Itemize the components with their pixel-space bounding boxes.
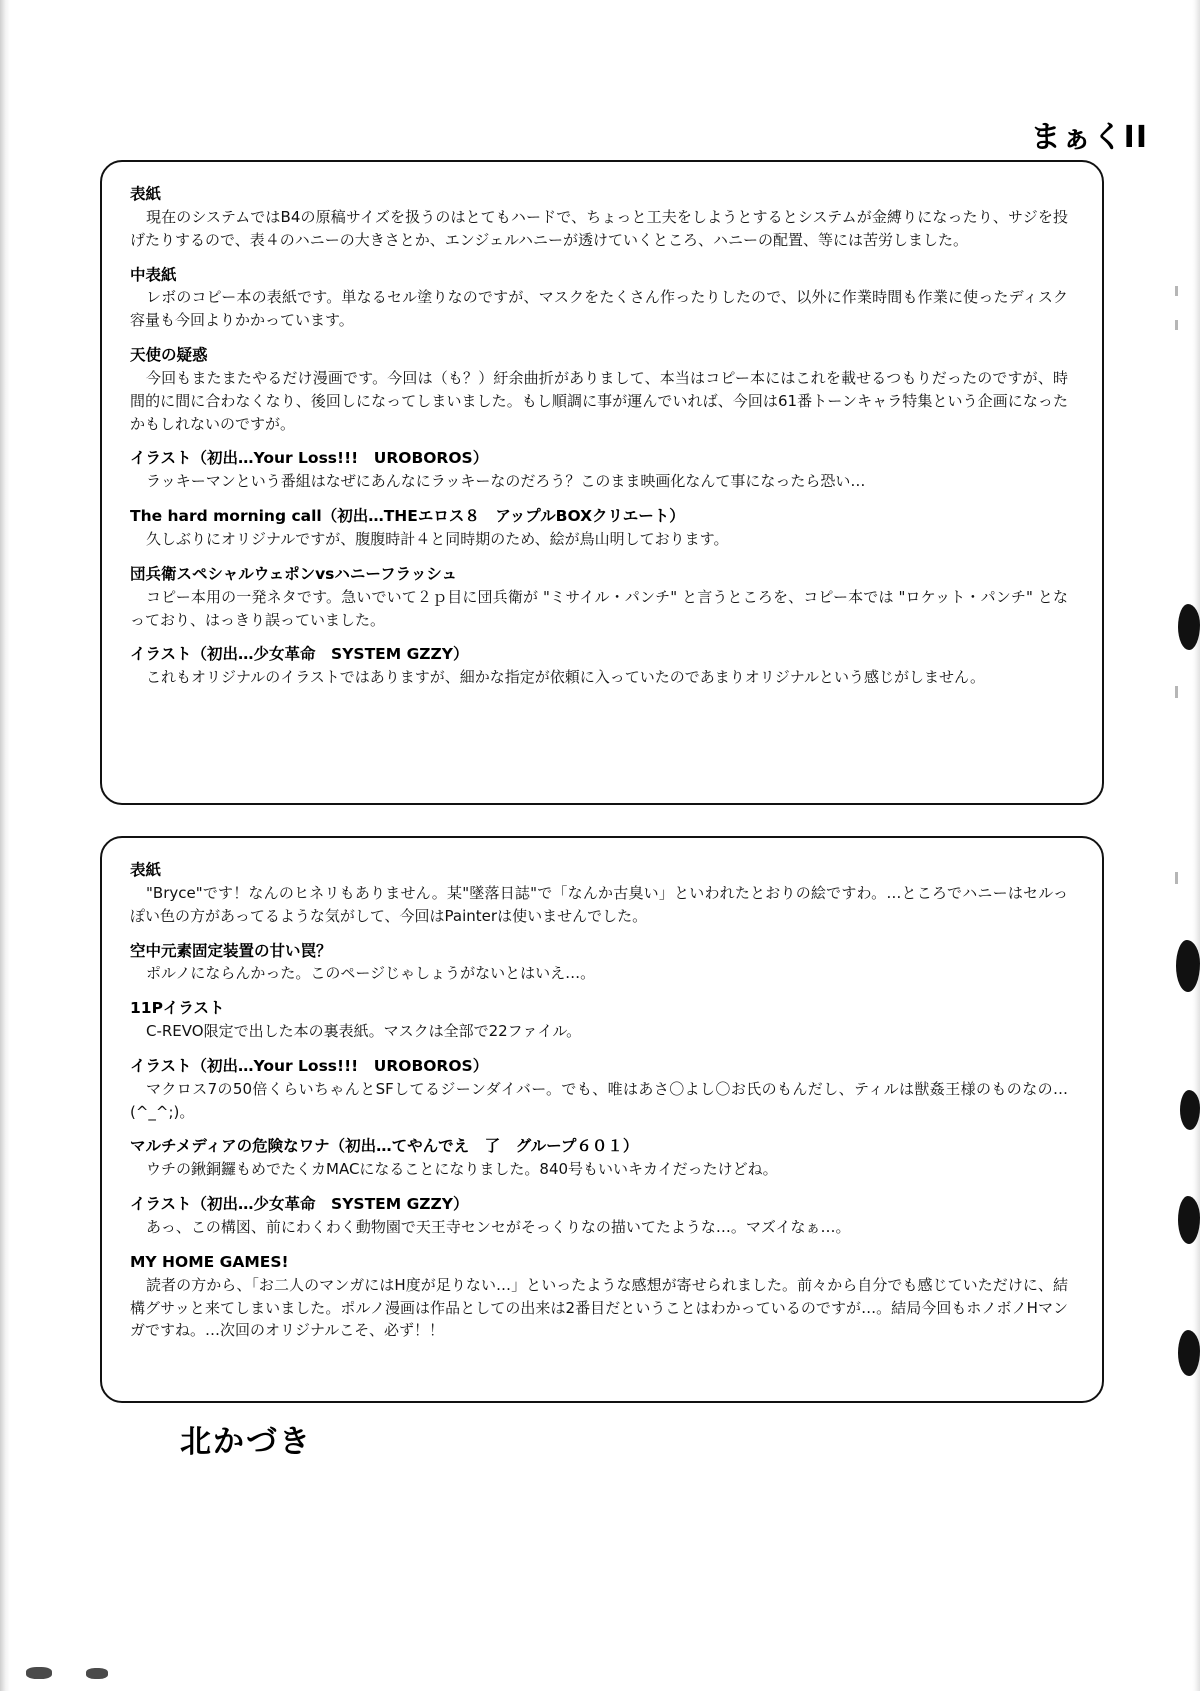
notes-panel-top — [100, 160, 1104, 805]
note-body: あっ、この構図、前にわくわく動物園で天王寺センセがそっくりなの描いてたような…。マズイなぁ…。 — [146, 1218, 851, 1237]
scan-speck — [1175, 320, 1178, 330]
note-entry — [130, 564, 1068, 632]
note-heading: イラスト（初出…少女革命 SYSTEM GZZY） — [130, 645, 469, 664]
note-entry — [130, 184, 1068, 252]
scan-speck — [1175, 686, 1178, 698]
note-body: ポルノにならんかった。このページじゃしょうがないとはいえ…。 — [146, 964, 596, 983]
note-heading: 11Pイラスト — [130, 999, 225, 1018]
note-heading: 表紙 — [130, 185, 162, 203]
note-heading: イラスト（初出…Your Loss!!! UROBOROS） — [130, 449, 489, 468]
note-body: 今回もまたまたやるだけ漫画です。今回は（も？）紆余曲折がありまして、本当はコピー本にはこれを載せるつもりだったのですが、時間的に間に合わなくなり、後回しになってしまいました。もし順調に事が運んでいれば、今回は61番トーンキャラ特集という企画になったかもしれないのですが。 — [130, 368, 1068, 433]
note-body: コピー本用の一発ネタです。急いでいて２ｐ目に団兵衛が "ミサイル・パンチ" と言うところを、コピー本では "ロケット・パンチ" となっており、はっきり誤っていました。 — [130, 587, 1068, 629]
note-body: 現在のシステムではB4の原稿サイズを扱うのはとてもハードで、ちょっと工夫をしようとするとシステムが金縛りになったり、サジを投げたりするので、表４のハニーの大きさとか、エンジェルハニーが透けていくところ、ハニーの配置、等には苦労しました。 — [130, 207, 1068, 249]
notes-panel-bottom-content — [102, 838, 1102, 1360]
note-entry — [130, 941, 1068, 986]
page-title: まぁくII — [1030, 120, 1148, 155]
notes-panel-top-content — [102, 162, 1102, 707]
note-body: 久しぶりにオリジナルですが、腹腹時計４と同時期のため、絵が鳥山明しております。 — [146, 529, 729, 548]
note-entry — [130, 1252, 1068, 1342]
note-heading: MY HOME GAMES! — [130, 1252, 289, 1271]
scan-artifact — [26, 1667, 52, 1679]
note-heading: 表紙 — [130, 861, 162, 879]
note-heading: イラスト（初出…Your Loss!!! UROBOROS） — [130, 1056, 489, 1075]
note-body: レボのコピー本の表紙です。単なるセル塗りなのですが、マスクをたくさん作ったりしたので、以外に作業時間も作業に使ったディスク容量も今回よりかかっています。 — [130, 288, 1068, 330]
note-entry — [130, 345, 1068, 435]
note-heading: 中表紙 — [130, 265, 177, 284]
note-heading: イラスト（初出…少女革命 SYSTEM GZZY） — [130, 1195, 469, 1214]
note-body: マクロス7の50倍くらいちゃんとSFしてるジーンダイバー。でも、唯はあさ〇よし〇お氏のもんだし、ティルは獣姦王様のものなの…(^_^;)。 — [130, 1079, 1068, 1121]
scan-speck — [1175, 286, 1178, 296]
page-edge-left — [0, 0, 10, 1691]
scan-speck — [1175, 872, 1178, 884]
note-heading: マルチメディアの危険なワナ（初出…てやんでえ 了 グループ６０１） — [130, 1137, 639, 1156]
note-body: 読者の方から、「お二人のマンガにはH度が足りない…」といったような感想が寄せられました。前々から自分でも感じていただけに、結構グサッと来てしまいました。ポルノ漫画は作品としての出来は2番目だということはわかっているのですが…。結局今回もホノボノHマンガですね。…次回のオリジナルこそ、必ず！！ — [130, 1275, 1068, 1340]
note-body: ラッキーマンという番組はなぜにあんなにラッキーなのだろう？このまま映画化なんて事になったら恐い… — [146, 472, 866, 491]
note-heading: 天使の疑惑 — [130, 346, 208, 365]
note-body: C-REVO限定で出した本の裏表紙。マスクは全部で22ファイル。 — [146, 1022, 582, 1041]
note-entry — [130, 265, 1068, 333]
page-edge-right — [1192, 0, 1200, 1691]
note-entry — [130, 1136, 1068, 1181]
author-signature: 北かづき — [180, 1424, 312, 1460]
note-heading: 団兵衛スペシャルウェポンvsハニーフラッシュ — [130, 564, 458, 583]
note-heading: 空中元素固定装置の甘い罠？ — [130, 941, 332, 960]
note-entry — [130, 448, 1068, 493]
scan-artifact — [86, 1668, 108, 1679]
note-body: ウチの鍬銅鑼もめでたくカMACになることになりました。840号もいいキカイだったけどね。 — [146, 1160, 778, 1179]
note-entry — [130, 1056, 1068, 1124]
notes-panel-bottom — [100, 836, 1104, 1403]
note-entry — [130, 506, 1068, 551]
note-entry — [130, 644, 1068, 689]
note-entry — [130, 1194, 1068, 1239]
note-entry — [130, 860, 1068, 928]
note-body: "Bryce"です！なんのヒネリもありません。某"墜落日誌"で「なんか古臭い」といわれたとおりの絵ですわ。…ところでハニーはセルっぽい色の方があってるような気がして、今回はPainterは使いませんでした。 — [130, 883, 1068, 925]
note-body: これもオリジナルのイラストではありますが、細かな指定が依頼に入っていたのであまりオリジナルという感じがしません。 — [146, 668, 985, 687]
note-entry — [130, 998, 1068, 1043]
note-heading: The hard morning call（初出…THEエロス８ アップルBOXクリエート） — [130, 507, 685, 526]
